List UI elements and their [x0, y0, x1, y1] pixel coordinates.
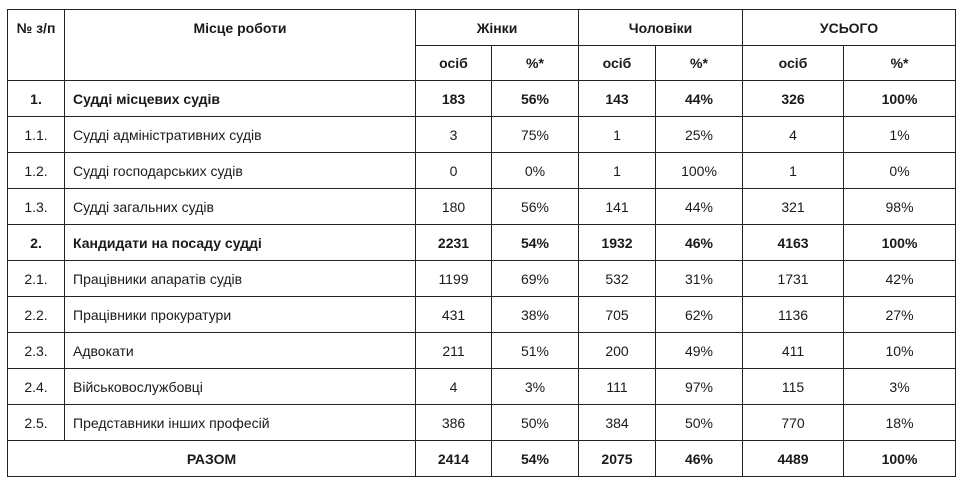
row-men-percent: 44% [656, 189, 743, 225]
total-row [8, 441, 956, 477]
row-men-percent: 50% [656, 405, 743, 441]
row-total: 115 [743, 369, 844, 405]
row-women-percent: 56% [492, 81, 579, 117]
row-women: 183 [416, 81, 492, 117]
total-label: РАЗОМ [8, 441, 416, 477]
row-place: Судді господарських судів [65, 153, 416, 189]
row-women-percent: 56% [492, 189, 579, 225]
row-number: 2.5. [8, 405, 65, 441]
row-women: 0 [416, 153, 492, 189]
row-men-percent: 49% [656, 333, 743, 369]
row-women-percent: 75% [492, 117, 579, 153]
row-number: 1. [8, 81, 65, 117]
table-body [8, 81, 956, 441]
row-men: 141 [579, 189, 656, 225]
row-men: 143 [579, 81, 656, 117]
total-all: 4489 [743, 441, 844, 477]
row-total: 4 [743, 117, 844, 153]
row-number: 2.1. [8, 261, 65, 297]
row-total-percent: 1% [844, 117, 956, 153]
row-men-percent: 100% [656, 153, 743, 189]
total-women-percent: 54% [492, 441, 579, 477]
row-women: 180 [416, 189, 492, 225]
row-total: 321 [743, 189, 844, 225]
row-total: 1136 [743, 297, 844, 333]
row-women: 2231 [416, 225, 492, 261]
row-women: 211 [416, 333, 492, 369]
row-women: 386 [416, 405, 492, 441]
row-women: 3 [416, 117, 492, 153]
row-men-percent: 46% [656, 225, 743, 261]
row-women-percent: 38% [492, 297, 579, 333]
row-total: 4163 [743, 225, 844, 261]
row-total-percent: 10% [844, 333, 956, 369]
row-men: 200 [579, 333, 656, 369]
total-men: 2075 [579, 441, 656, 477]
header-total-persons: осіб [743, 46, 844, 81]
row-total-percent: 27% [844, 297, 956, 333]
row-women-percent: 50% [492, 405, 579, 441]
header-place: Місце роботи [65, 10, 416, 81]
header-men: Чоловіки [579, 10, 743, 46]
row-women-percent: 0% [492, 153, 579, 189]
row-place: Судді загальних судів [65, 189, 416, 225]
header-women-percent: %* [492, 46, 579, 81]
row-total-percent: 98% [844, 189, 956, 225]
header-row-top [8, 10, 956, 46]
row-number: 2. [8, 225, 65, 261]
row-place: Адвокати [65, 333, 416, 369]
row-number: 1.3. [8, 189, 65, 225]
header-men-percent: %* [656, 46, 743, 81]
row-total-percent: 42% [844, 261, 956, 297]
row-men: 1932 [579, 225, 656, 261]
row-women: 4 [416, 369, 492, 405]
table-row [8, 225, 956, 261]
table-row [8, 333, 956, 369]
row-place: Працівники апаратів судів [65, 261, 416, 297]
total-men-percent: 46% [656, 441, 743, 477]
judges-gender-table [7, 9, 956, 477]
table-row [8, 117, 956, 153]
row-number: 2.2. [8, 297, 65, 333]
header-women-persons: осіб [416, 46, 492, 81]
table-row [8, 297, 956, 333]
row-number: 1.2. [8, 153, 65, 189]
row-number: 2.3. [8, 333, 65, 369]
row-total: 1 [743, 153, 844, 189]
row-women-percent: 51% [492, 333, 579, 369]
row-total-percent: 100% [844, 81, 956, 117]
table-row [8, 261, 956, 297]
row-place: Судді адміністративних судів [65, 117, 416, 153]
row-total: 411 [743, 333, 844, 369]
row-men: 1 [579, 153, 656, 189]
row-women: 1199 [416, 261, 492, 297]
row-place: Представники інших професій [65, 405, 416, 441]
row-total-percent: 3% [844, 369, 956, 405]
header-num: № з/п [8, 10, 65, 81]
table-row [8, 153, 956, 189]
row-place: Судді місцевих судів [65, 81, 416, 117]
row-place: Військовослужбовці [65, 369, 416, 405]
row-men: 705 [579, 297, 656, 333]
table-row [8, 405, 956, 441]
header-men-persons: осіб [579, 46, 656, 81]
row-women-percent: 3% [492, 369, 579, 405]
row-men-percent: 97% [656, 369, 743, 405]
row-women-percent: 69% [492, 261, 579, 297]
row-men-percent: 44% [656, 81, 743, 117]
row-number: 2.4. [8, 369, 65, 405]
header-total-percent: %* [844, 46, 956, 81]
row-number: 1.1. [8, 117, 65, 153]
row-place: Працівники прокуратури [65, 297, 416, 333]
table-row [8, 369, 956, 405]
row-men: 384 [579, 405, 656, 441]
table-row [8, 81, 956, 117]
row-total-percent: 0% [844, 153, 956, 189]
table-wrapper [7, 9, 956, 477]
row-women-percent: 54% [492, 225, 579, 261]
row-total-percent: 100% [844, 225, 956, 261]
row-men: 111 [579, 369, 656, 405]
row-total: 770 [743, 405, 844, 441]
row-women: 431 [416, 297, 492, 333]
row-men: 1 [579, 117, 656, 153]
row-men-percent: 25% [656, 117, 743, 153]
row-men-percent: 62% [656, 297, 743, 333]
table-row [8, 189, 956, 225]
total-women: 2414 [416, 441, 492, 477]
row-place: Кандидати на посаду судді [65, 225, 416, 261]
header-total: УСЬОГО [743, 10, 956, 46]
row-men: 532 [579, 261, 656, 297]
row-total-percent: 18% [844, 405, 956, 441]
row-total: 1731 [743, 261, 844, 297]
total-all-percent: 100% [844, 441, 956, 477]
row-total: 326 [743, 81, 844, 117]
header-women: Жінки [416, 10, 579, 46]
row-men-percent: 31% [656, 261, 743, 297]
